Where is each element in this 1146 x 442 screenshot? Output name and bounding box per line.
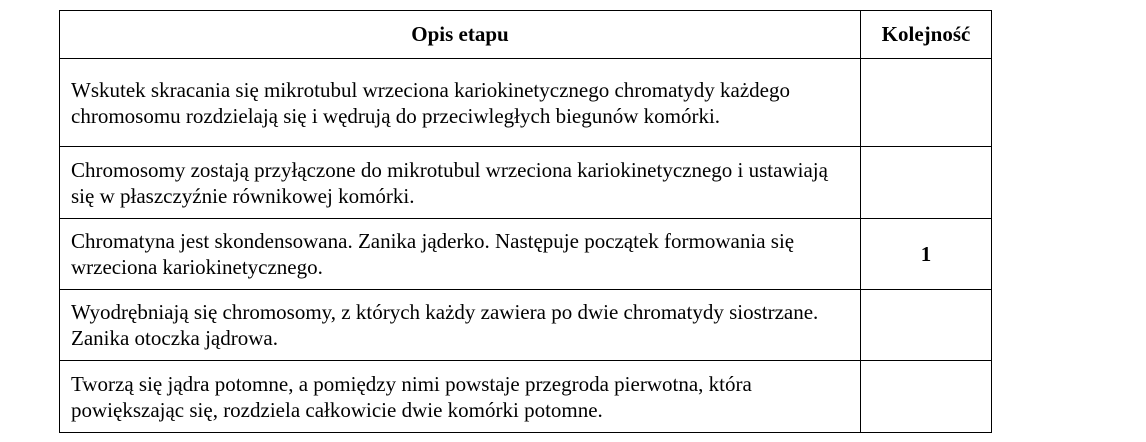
order-cell[interactable] bbox=[861, 59, 992, 147]
order-cell[interactable] bbox=[861, 290, 992, 361]
stage-description: Chromosomy zostają przyłączone do mikrotubul wrzeciona kariokinetycznego i ustawiają się w płaszczyźnie równikowej komórki. bbox=[60, 147, 861, 219]
table-row bbox=[60, 147, 992, 219]
table-header-row bbox=[60, 11, 992, 59]
stage-description: Chromatyna jest skondensowana. Zanika jąderko. Następuje początek formowania się wrzeciona kariokinetycznego. bbox=[60, 219, 861, 290]
header-order: Kolejność bbox=[861, 11, 992, 59]
order-cell: 1 bbox=[861, 219, 992, 290]
order-cell[interactable] bbox=[861, 361, 992, 433]
order-cell[interactable] bbox=[861, 147, 992, 219]
table-row bbox=[60, 59, 992, 147]
stage-description: Wskutek skracania się mikrotubul wrzeciona kariokinetycznego chromatydy każdego chromosomu rozdzielają się i wędrują do przeciwległych biegunów komórki. bbox=[60, 59, 861, 147]
table-row bbox=[60, 361, 992, 433]
table-row bbox=[60, 219, 992, 290]
mitosis-stages-table bbox=[59, 10, 992, 433]
table-row bbox=[60, 290, 992, 361]
header-description: Opis etapu bbox=[60, 11, 861, 59]
stage-description: Wyodrębniają się chromosomy, z których każdy zawiera po dwie chromatydy siostrzane. Zanika otoczka jądrowa. bbox=[60, 290, 861, 361]
stage-description: Tworzą się jądra potomne, a pomiędzy nimi powstaje przegroda pierwotna, która powiększając się, rozdziela całkowicie dwie komórki potomne. bbox=[60, 361, 861, 433]
mitosis-stages-table-container bbox=[59, 10, 991, 433]
